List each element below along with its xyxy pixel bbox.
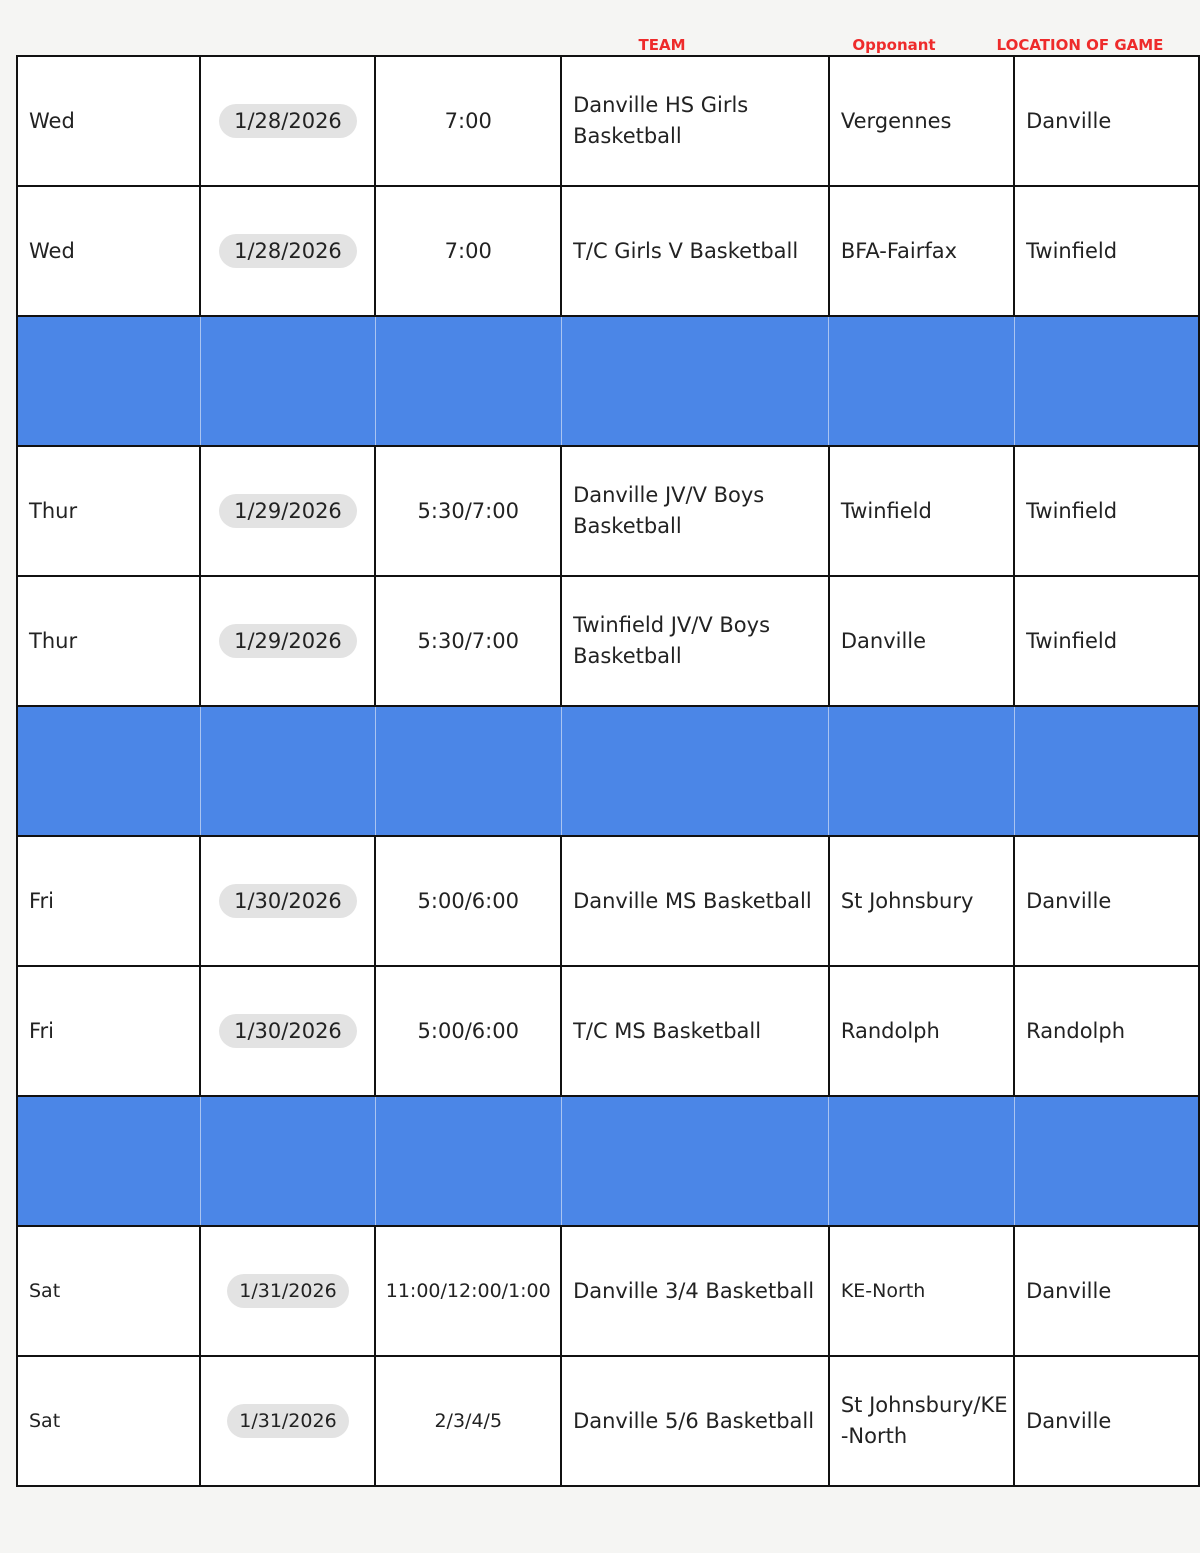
location-cell: Danville bbox=[1014, 56, 1199, 186]
table-row bbox=[17, 186, 1199, 316]
opponent-cell: Vergennes bbox=[829, 56, 1014, 186]
separator-cell bbox=[1014, 316, 1199, 446]
day-cell: Thur bbox=[17, 576, 200, 706]
separator-cell bbox=[200, 706, 375, 836]
team-cell: T/C Girls V Basketball bbox=[561, 186, 829, 316]
time-cell: 7:00 bbox=[375, 186, 561, 316]
team-cell: Danville MS Basketball bbox=[561, 836, 829, 966]
table-row bbox=[17, 56, 1199, 186]
date-cell bbox=[200, 576, 375, 706]
location-cell: Danville bbox=[1014, 1356, 1199, 1486]
date-cell bbox=[200, 446, 375, 576]
day-cell: Sat bbox=[17, 1356, 200, 1486]
date-pill: 1/29/2026 bbox=[219, 494, 357, 528]
date-pill: 1/28/2026 bbox=[219, 104, 357, 138]
opponent-cell: St Johnsbury bbox=[829, 836, 1014, 966]
location-column-header: LOCATION OF GAME bbox=[996, 36, 1164, 54]
table-row bbox=[17, 1356, 1199, 1486]
team-cell: Twinfield JV/V Boys Basketball bbox=[561, 576, 829, 706]
separator-row bbox=[17, 316, 1199, 446]
separator-cell bbox=[829, 1096, 1014, 1226]
separator-row bbox=[17, 706, 1199, 836]
date-pill: 1/31/2026 bbox=[227, 1404, 348, 1438]
team-cell: Danville HS Girls Basketball bbox=[561, 56, 829, 186]
opponent-cell: St Johnsbury/KE-North bbox=[829, 1356, 1014, 1486]
opponent-column-header: Opponant bbox=[852, 36, 936, 54]
team-cell: T/C MS Basketball bbox=[561, 966, 829, 1096]
separator-cell bbox=[375, 706, 561, 836]
location-cell: Twinfield bbox=[1014, 446, 1199, 576]
date-pill: 1/30/2026 bbox=[219, 884, 357, 918]
date-cell bbox=[200, 966, 375, 1096]
separator-cell bbox=[829, 316, 1014, 446]
day-cell: Wed bbox=[17, 56, 200, 186]
separator-row bbox=[17, 1096, 1199, 1226]
separator-cell bbox=[17, 706, 200, 836]
time-cell: 5:00/6:00 bbox=[375, 836, 561, 966]
separator-cell bbox=[1014, 706, 1199, 836]
day-cell: Fri bbox=[17, 966, 200, 1096]
time-cell: 5:30/7:00 bbox=[375, 446, 561, 576]
table-row bbox=[17, 836, 1199, 966]
separator-cell bbox=[375, 1096, 561, 1226]
separator-cell bbox=[17, 1096, 200, 1226]
opponent-cell: BFA-Fairfax bbox=[829, 186, 1014, 316]
time-cell: 11:00/12:00/1:00 bbox=[375, 1226, 561, 1356]
date-cell bbox=[200, 1226, 375, 1356]
table-row bbox=[17, 576, 1199, 706]
separator-cell bbox=[829, 706, 1014, 836]
opponent-cell: KE-North bbox=[829, 1226, 1014, 1356]
table-row bbox=[17, 1226, 1199, 1356]
team-cell: Danville 3/4 Basketball bbox=[561, 1226, 829, 1356]
day-cell: Sat bbox=[17, 1226, 200, 1356]
separator-cell bbox=[561, 316, 829, 446]
time-cell: 2/3/4/5 bbox=[375, 1356, 561, 1486]
time-cell: 5:00/6:00 bbox=[375, 966, 561, 1096]
separator-cell bbox=[1014, 1096, 1199, 1226]
date-pill: 1/28/2026 bbox=[219, 234, 357, 268]
location-cell: Twinfield bbox=[1014, 576, 1199, 706]
opponent-cell: Danville bbox=[829, 576, 1014, 706]
separator-cell bbox=[200, 316, 375, 446]
time-cell: 5:30/7:00 bbox=[375, 576, 561, 706]
date-pill: 1/29/2026 bbox=[219, 624, 357, 658]
separator-cell bbox=[375, 316, 561, 446]
separator-cell bbox=[200, 1096, 375, 1226]
date-cell bbox=[200, 1356, 375, 1486]
date-cell bbox=[200, 836, 375, 966]
team-cell: Danville 5/6 Basketball bbox=[561, 1356, 829, 1486]
opponent-cell: Randolph bbox=[829, 966, 1014, 1096]
table-row bbox=[17, 446, 1199, 576]
date-pill: 1/30/2026 bbox=[219, 1014, 357, 1048]
date-cell bbox=[200, 56, 375, 186]
separator-cell bbox=[561, 1096, 829, 1226]
separator-cell bbox=[561, 706, 829, 836]
day-cell: Fri bbox=[17, 836, 200, 966]
location-cell: Danville bbox=[1014, 836, 1199, 966]
schedule-table bbox=[16, 55, 1200, 1487]
separator-cell bbox=[17, 316, 200, 446]
team-cell: Danville JV/V Boys Basketball bbox=[561, 446, 829, 576]
day-cell: Thur bbox=[17, 446, 200, 576]
team-column-header: TEAM bbox=[638, 36, 686, 54]
date-cell bbox=[200, 186, 375, 316]
day-cell: Wed bbox=[17, 186, 200, 316]
location-cell: Twinfield bbox=[1014, 186, 1199, 316]
location-cell: Randolph bbox=[1014, 966, 1199, 1096]
time-cell: 7:00 bbox=[375, 56, 561, 186]
date-pill: 1/31/2026 bbox=[227, 1274, 348, 1308]
table-row bbox=[17, 966, 1199, 1096]
location-cell: Danville bbox=[1014, 1226, 1199, 1356]
opponent-cell: Twinfield bbox=[829, 446, 1014, 576]
